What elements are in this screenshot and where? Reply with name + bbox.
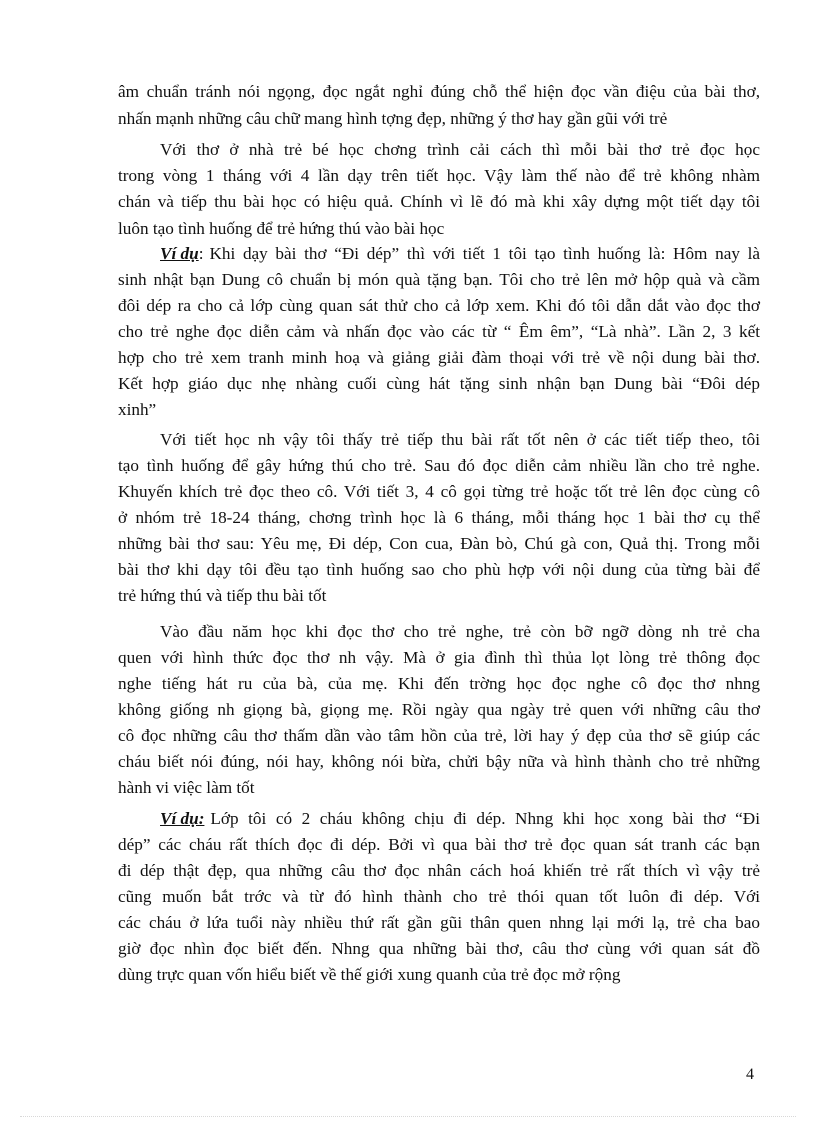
example-colon: : [198,244,204,263]
text-line: cháu biết nói đúng, nói hay, không nói bừa, chửi bậy nữa và hình thành cho trẻ những [118,752,760,771]
text-line: Lớp tôi có 2 cháu không chịu đi dép. Nhng khi học xong bài thơ “Đi [210,809,760,828]
page-number: 4 [746,1066,754,1083]
text-line: dép” các cháu rất thích đọc đi dép. Bởi vì qua bài thơ trẻ đọc quan sát tranh các bạn [118,835,760,854]
text-line: hành vi việc làm tốt [118,778,255,797]
text-line: Khuyến khích trẻ đọc theo cô. Với tiết 3, 4 cô gọi từng trẻ hoặc tốt trẻ lên đọc cùng cô [118,482,760,501]
text-line: đi dép thật đẹp, qua những câu thơ đọc nhân cách hoá khiến trẻ rất thích vì vậy trẻ [118,861,760,880]
text-line: nhấn mạnh những câu chữ mang hình tợng đẹp, những ý thơ hay gần gũi với trẻ [118,109,668,128]
text-line: nghe tiếng hát ru của bà, của mẹ. Khi đến trờng học đọc nghe cô đọc thơ nhng [118,674,760,693]
text-line: không giống nh giọng bà, giọng mẹ. Rồi ngày qua ngày trẻ quen với những câu thơ [118,700,760,719]
text-line: trong vòng 1 tháng với 4 lần dạy trên tiết học. Vậy làm thế nào để trẻ không nhàm [118,166,760,185]
text-line: chán và tiếp thu bài học có hiệu quả. Chính vì lẽ đó mà khi xây dựng một tiết dạy tôi [118,192,760,211]
example-label: Ví dụ [160,244,199,263]
text-line: ở nhóm trẻ 18-24 tháng, chơng trình học là 6 tháng, mỗi tháng học 1 bài thơ cụ thể [118,508,760,527]
text-line: Với thơ ở nhà trẻ bé học chơng trình cải cách thì mỗi bài thơ trẻ đọc học [160,140,760,159]
text-line: những bài thơ sau: Yêu mẹ, Đi dép, Con cua, Đàn bò, Chú gà con, Quả thị. Trong mỗi [118,534,760,553]
text-line: Kết hợp giáo dục nhẹ nhàng cuối cùng hát tặng sinh nhận bạn Dung bài “Đôi dép [118,374,760,393]
text-line: sinh nhật bạn Dung cô chuẩn bị món quà tặng bạn. Tôi cho trẻ lên mở hộp quà và cầm [118,270,760,289]
text-line: tạo tình huống để gây hứng thú cho trẻ. Sau đó đọc diễn cảm nhiều lần cho trẻ nghe. [118,456,760,475]
text-line: đôi dép ra cho cả lớp cùng quan sát thử cho cả lớp xem. Khi đó tôi dẫn dắt vào đọc thơ [118,296,760,315]
text-line: Khi dạy bài thơ “Đi dép” thì với tiết 1 tôi tạo tình huống là: Hôm nay là [209,244,760,263]
text-line: Với tiết học nh vậy tôi thấy trẻ tiếp thu bài rất tốt nên ở các tiết tiếp theo, tôi [160,430,760,449]
text-line: quen với hình thức đọc thơ nh vậy. Mà ở gia đình thì thủa lọt lòng trẻ thông đọc [118,648,760,667]
text-line: luôn tạo tình huống để trẻ hứng thú vào bài học [118,219,445,238]
text-line: cũng muốn bắt trớc và từ đó hình thành cho trẻ thói quan tốt luôn đi dép. Với [118,887,760,906]
text-line: giờ đọc nhìn đọc biết đến. Nhng qua những bài thơ, câu thơ cùng với quan sát đồ [118,939,760,958]
text-line: cho trẻ nghe đọc diễn cảm và nhấn đọc vào các từ “ Êm êm”, “Là nhà”. Lần 2, 3 kết [118,322,760,341]
page-bottom-border [20,1116,796,1117]
text-line: dùng trực quan vốn hiểu biết về thế giới xung quanh của trẻ đọc mở rộng [118,965,621,984]
text-line: bài thơ khi dạy tôi đều tạo tình huống sao cho phù hợp với nội dung của từng bài để [118,560,760,579]
text-line: Vào đầu năm học khi đọc thơ cho trẻ nghe, trẻ còn bỡ ngỡ dòng nh trẻ cha [160,622,760,641]
text-line: cô đọc những câu thơ thấm dần vào tâm hồn của trẻ, lời hay ý đẹp của thơ sẽ giúp các [118,726,760,745]
example-label: Ví dụ: [160,809,205,828]
text-line: hợp cho trẻ xem tranh minh hoạ và giảng giải đàm thoại với trẻ về nội dung bài thơ. [118,348,760,367]
text-line: âm chuẩn tránh nói ngọng, đọc ngắt nghỉ đúng chỗ thể hiện đọc vần điệu của bài thơ, [118,82,760,101]
text-line: các cháu ở lứa tuổi này nhiều thứ rất gần gũi thân quen nhng lại mới lạ, trẻ cha bao [118,913,760,932]
text-line: xinh” [118,400,157,419]
text-line: trẻ hứng thú và tiếp thu bài tốt [118,586,327,605]
